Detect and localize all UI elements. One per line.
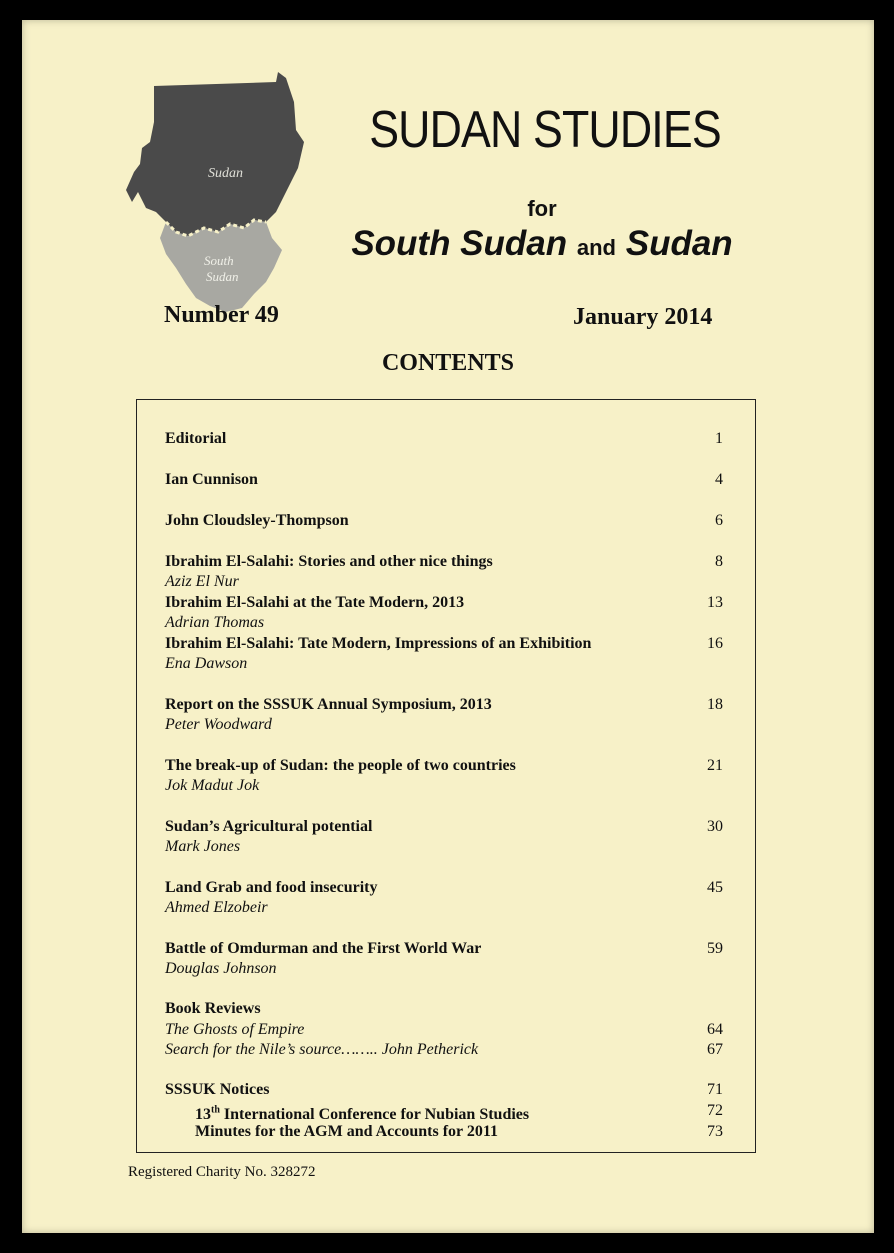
toc-entry — [165, 470, 723, 490]
journal-subtitle — [322, 224, 762, 264]
toc-page: 1 — [715, 430, 723, 447]
subtitle-part-2: Sudan — [625, 224, 733, 263]
toc-entry — [165, 756, 723, 796]
toc-section-heading — [165, 1080, 723, 1100]
toc-title: Land Grab and food insecurity — [165, 879, 378, 896]
map-label-south-2: Sudan — [206, 269, 239, 284]
issue-number: Number 49 — [164, 302, 279, 328]
contents-heading: CONTENTS — [381, 350, 515, 376]
map-label-sudan: Sudan — [208, 166, 243, 181]
toc-author: Peter Woodward — [165, 716, 272, 733]
charity-number: Registered Charity No. 328272 — [128, 1164, 316, 1180]
toc-author: Jok Madut Jok — [165, 777, 260, 794]
toc-page: 59 — [707, 940, 723, 957]
toc-page: 21 — [707, 757, 723, 774]
toc-author: Mark Jones — [165, 838, 241, 855]
toc-entry — [165, 634, 723, 674]
subtitle-and: and — [576, 235, 616, 260]
toc-page: 67 — [707, 1041, 723, 1058]
toc-author: Ahmed Elzobeir — [165, 899, 268, 916]
toc-title: International Conference for Nubian Studies — [223, 1106, 530, 1124]
toc-author: Aziz El Nur — [165, 573, 239, 590]
toc-title: Ibrahim El-Salahi at the Tate Modern, 2013 — [165, 594, 465, 611]
toc-review — [165, 1040, 723, 1060]
toc-title: SSSUK Notices — [165, 1081, 270, 1098]
toc-entry — [165, 878, 723, 918]
map-label-south-1: South — [204, 253, 234, 268]
toc-title: The break-up of Sudan: the people of two countries — [165, 757, 516, 774]
magazine-cover — [22, 20, 874, 1233]
toc-page: 72 — [707, 1102, 723, 1119]
sudan-map-illustration — [126, 72, 304, 312]
toc-title: Ibrahim El-Salahi: Tate Modern, Impressions of an Exhibition — [165, 635, 592, 652]
toc-entry — [165, 552, 723, 592]
toc-entry — [165, 939, 723, 979]
issue-date: January 2014 — [573, 304, 713, 330]
toc-page: 18 — [707, 696, 723, 713]
toc-title: Ibrahim El-Salahi: Stories and other nice things — [165, 553, 493, 570]
toc-author: Adrian Thomas — [165, 614, 265, 631]
toc-page: 71 — [707, 1081, 723, 1098]
toc-page: 30 — [707, 818, 723, 835]
toc-title: Battle of Omdurman and the First World War — [165, 940, 482, 957]
toc-page: 6 — [715, 512, 723, 529]
toc-entry — [165, 593, 723, 633]
toc-author: Douglas Johnson — [165, 960, 277, 977]
review-title: Search for the Nile’s source…….. — [165, 1041, 378, 1058]
toc-entry — [165, 511, 723, 531]
journal-title: SUDAN STUDIES — [369, 101, 721, 159]
toc-title: Report on the SSSUK Annual Symposium, 2013 — [165, 696, 492, 713]
reviewer: John Petherick — [381, 1041, 479, 1058]
toc-page: 16 — [707, 635, 723, 652]
toc-title: Editorial — [165, 430, 227, 447]
toc-section-heading — [165, 999, 723, 1019]
toc-title-number: 13 — [195, 1106, 211, 1124]
toc-title: John Cloudsley-Thompson — [165, 512, 349, 529]
toc-title: Minutes for the AGM and Accounts for 2011 — [195, 1123, 498, 1140]
toc-entry — [165, 429, 723, 449]
subtitle-part-1: South Sudan — [351, 224, 568, 263]
title-for: for — [527, 196, 557, 221]
toc-title-superscript: th — [211, 1105, 220, 1116]
table-of-contents — [136, 399, 756, 1153]
toc-title: Book Reviews — [165, 1000, 261, 1017]
toc-page: 8 — [715, 553, 723, 570]
toc-author: Ena Dawson — [165, 655, 248, 672]
toc-page: 73 — [707, 1123, 723, 1140]
sudan-region — [126, 72, 304, 236]
toc-page: 4 — [715, 471, 723, 488]
toc-entry — [195, 1122, 723, 1142]
toc-entry — [165, 695, 723, 735]
toc-title: Ian Cunnison — [165, 471, 258, 488]
toc-entry — [165, 817, 723, 857]
review-title: The Ghosts of Empire — [165, 1021, 305, 1038]
toc-page: 45 — [707, 879, 723, 896]
toc-page: 13 — [707, 594, 723, 611]
toc-review — [165, 1020, 723, 1040]
toc-page: 64 — [707, 1021, 723, 1038]
toc-title: Sudan’s Agricultural potential — [165, 818, 373, 835]
